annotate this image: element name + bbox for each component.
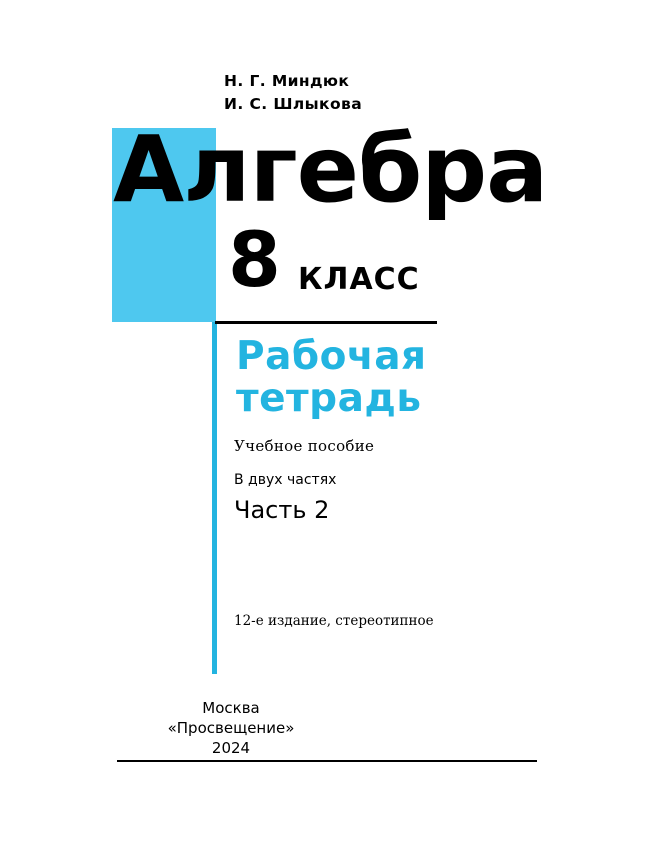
author-name-2: И. С. Шлыкова bbox=[224, 95, 363, 113]
book-title: Алгебра bbox=[113, 116, 548, 223]
bottom-divider-rule bbox=[117, 760, 537, 762]
imprint-year: 2024 bbox=[211, 739, 251, 757]
workbook-heading bbox=[236, 336, 427, 420]
imprint-block bbox=[126, 698, 336, 758]
workbook-line-2: тетрадь bbox=[236, 376, 422, 421]
imprint-city: Москва bbox=[202, 699, 260, 717]
cyan-vertical-rule bbox=[212, 322, 217, 674]
subtitle-parts: В двух частях bbox=[234, 472, 337, 488]
grade-number: 8 bbox=[228, 215, 281, 304]
subtitle-part-number: Часть 2 bbox=[234, 496, 330, 524]
title-divider-rule bbox=[215, 321, 437, 324]
workbook-line-1: Рабочая bbox=[236, 334, 427, 379]
edition-note: 12-е издание, стереотипное bbox=[234, 613, 434, 629]
author-name-1: Н. Г. Миндюк bbox=[224, 72, 350, 90]
authors-block bbox=[224, 70, 362, 116]
subtitle-manual: Учебное пособие bbox=[234, 437, 375, 455]
grade-word: КЛАСС bbox=[298, 262, 420, 297]
imprint-publisher: «Просвещение» bbox=[167, 719, 295, 737]
